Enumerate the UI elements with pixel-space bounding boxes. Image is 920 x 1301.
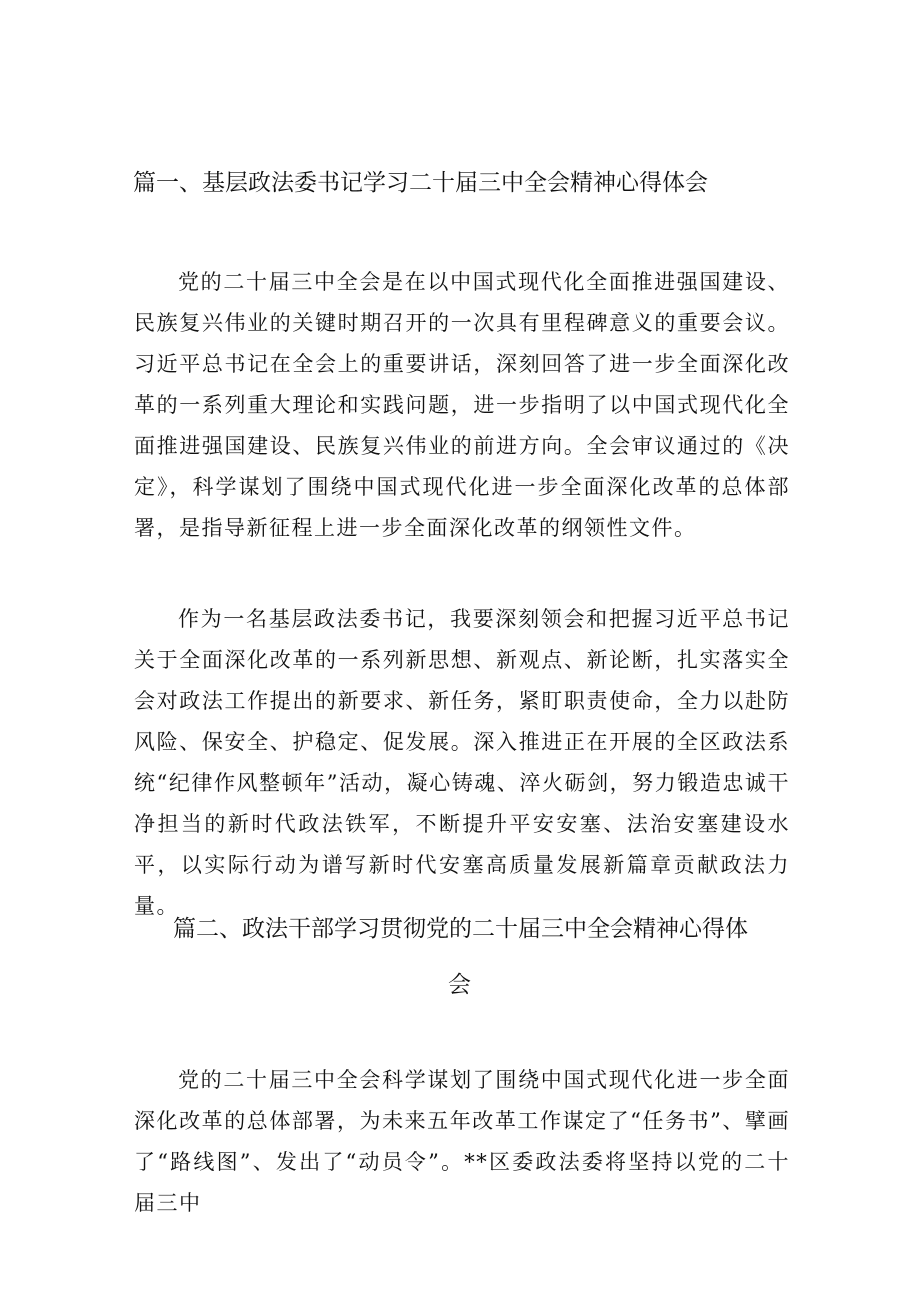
section-2-title-line-2: 会 — [448, 972, 471, 998]
section-1-paragraph-2: 作为一名基层政法委书记，我要深刻领会和把握习近平总书记关于全面深化改革的一系列新思想、新观点、新论断，扎实落实全会对政法工作提出的新要求、新任务，紧盯职责使命，全力以赴防风险、保安全、护稳定、促发展。深入推进正在开展的全区政法系统“纪律作风整顿年”活动，凝心铸魂、淬火砺剑，努力锻造忠诚干净担当的新时代政法铁军，不断提升平安安塞、法治安塞建设水平，以实际行动为谱写新时代安塞高质量发展新篇章贡献政法力量。 — [134, 607, 790, 918]
section-2-title-line-1: 篇二、政法干部学习贯彻党的二十届三中全会精神心得体 — [173, 916, 748, 942]
section-1-paragraph-1: 党的二十届三中全会是在以中国式现代化全面推进强国建设、民族复兴伟业的关键时期召开的一次具有里程碑意义的重要会议。习近平总书记在全会上的重要讲话，深刻回答了进一步全面深化改革的一系列重大理论和实践问题，进一步指明了以中国式现代化全面推进强国建设、民族复兴伟业的前进方向。全会审议通过的《决定》，科学谋划了围绕中国式现代化进一步全面深化改革的总体部署，是指导新征程上进一步全面深化改革的纲领性文件。 — [134, 270, 790, 540]
section-2-paragraph-1: 党的二十届三中全会科学谋划了围绕中国式现代化进一步全面深化改革的总体部署，为未来五年改革工作谋定了“任务书”、擘画了“路线图”、发出了“动员令”。**区委政法委将坚持以党的二十届三中 — [134, 1068, 790, 1215]
section-1-title: 篇一、基层政法委书记学习二十届三中全会精神心得体会 — [133, 170, 708, 196]
